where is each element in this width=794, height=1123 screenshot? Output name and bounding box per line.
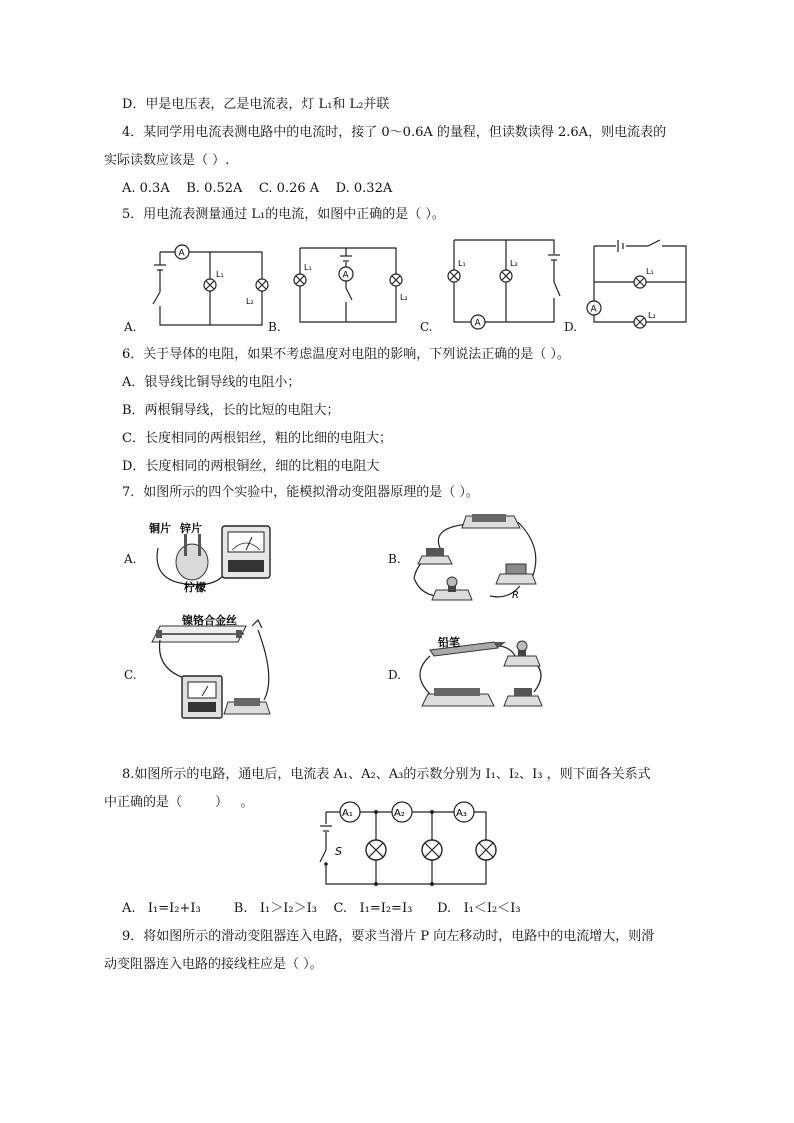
q7-figure-c — [146, 614, 276, 722]
q7-figure-b — [408, 508, 544, 608]
q5-circuit-c — [448, 238, 560, 328]
q7-figure-d — [408, 634, 548, 714]
q7-option-a: A. — [124, 552, 137, 566]
q6-option-a: A．银导线比铜导线的电阻小； — [122, 375, 301, 390]
svg-text:L₂: L₂ — [648, 311, 656, 320]
svg-text:铅笔: 铅笔 — [438, 636, 460, 649]
svg-text:A: A — [178, 248, 185, 259]
svg-text:L₁: L₁ — [458, 259, 466, 268]
q4-options: A. 0.3A B. 0.52A C. 0.26 A D. 0.32A — [122, 181, 393, 196]
svg-text:A: A — [474, 318, 481, 329]
q5-option-c: C. — [420, 320, 433, 334]
svg-text:R: R — [512, 590, 519, 601]
switch-icon — [514, 688, 532, 696]
battery-icon — [234, 698, 260, 706]
q6-option-d: D．长度相同的两根铜丝，细的比粗的电阻大 — [122, 459, 380, 474]
q6-option-c: C．长度相同的两根铝丝，粗的比细的电阻大； — [122, 431, 392, 446]
svg-text:L₂: L₂ — [510, 259, 518, 268]
q7-figure-a — [146, 520, 276, 592]
bulb-icon — [447, 577, 457, 587]
svg-text:L₂: L₂ — [246, 297, 254, 306]
q5-option-b: B. — [268, 320, 281, 334]
svg-text:L₁: L₁ — [646, 267, 654, 276]
q8-stem-line1: 8.如图所示的电路，通电后，电流表 A₁、A₂、A₃的示数分别为 I₁、I₂、I₃ ，则下面各关系式 — [122, 767, 651, 782]
svg-text:镍铬合金丝: 镍铬合金丝 — [182, 614, 237, 627]
q8-options: A. I₁=I₂+I₃ B. I₁＞I₂＞I₃ C. I₁=I₂=I₃ D. I₁＜I₂＜I₃ — [122, 901, 521, 916]
svg-text:L₂: L₂ — [400, 293, 408, 302]
svg-text:S: S — [335, 845, 342, 858]
q8-stem-line2: 中正确的是（ ） 。 — [104, 795, 254, 810]
battery-icon — [472, 514, 506, 522]
q3-option-d: D．甲是电压表，乙是电流表，灯 L₁和 L₂并联 — [122, 97, 390, 112]
svg-text:柠檬: 柠檬 — [184, 581, 206, 594]
q7-option-c: C. — [124, 668, 137, 682]
q5-circuit-d — [590, 240, 690, 328]
q4-stem-line1: 4．某同学用电流表测电路中的电流时，接了 0～0.6A 的量程，但读数读得 2.6A，则电流表的 — [122, 125, 667, 140]
q5-option-a: A. — [124, 320, 137, 334]
svg-text:A₁: A₁ — [342, 808, 353, 819]
q5-stem: 5．用电流表测量通过 L₁的电流，如图中正确的是（ ）。 — [122, 207, 445, 222]
q5-circuit-a — [150, 240, 270, 330]
svg-text:A: A — [342, 270, 349, 281]
svg-text:A₃: A₃ — [456, 808, 467, 819]
battery-icon — [434, 688, 480, 696]
q6-option-b: B．两根铜导线，长的比短的电阻大； — [122, 403, 340, 418]
bulb-icon — [517, 641, 527, 651]
q9-stem-line2: 动变阻器连入电路的接线柱应是（ ）。 — [104, 957, 323, 972]
lemon-icon — [176, 544, 208, 580]
q5-option-d: D. — [564, 320, 578, 334]
q7-option-b: B. — [388, 552, 401, 566]
q9-stem-line1: 9．将如图所示的滑动变阻器连入电路，要求当滑片 P 向左移动时，电路中的电流增大，则滑 — [122, 929, 655, 944]
q7-option-d: D. — [388, 668, 402, 682]
resistor-icon — [506, 564, 526, 574]
svg-text:铜片: 铜片 — [149, 522, 171, 535]
q8-circuit — [318, 800, 498, 892]
q7-stem: 7．如图所示的四个实验中，能模拟滑动变阻器原理的是（ ）。 — [122, 485, 479, 500]
q5-circuit-b — [296, 244, 408, 326]
svg-text:A₂: A₂ — [394, 808, 405, 819]
q4-stem-line2: 实际读数应该是（ ）. — [104, 153, 230, 168]
svg-text:L₁: L₁ — [304, 263, 312, 272]
svg-text:锌片: 锌片 — [180, 522, 202, 535]
switch-icon — [426, 548, 444, 556]
svg-text:L₁: L₁ — [216, 270, 224, 279]
svg-text:A: A — [590, 304, 597, 315]
q6-stem: 6．关于导体的电阻，如果不考虑温度对电阻的影响，下列说法正确的是（ ）。 — [122, 347, 570, 362]
